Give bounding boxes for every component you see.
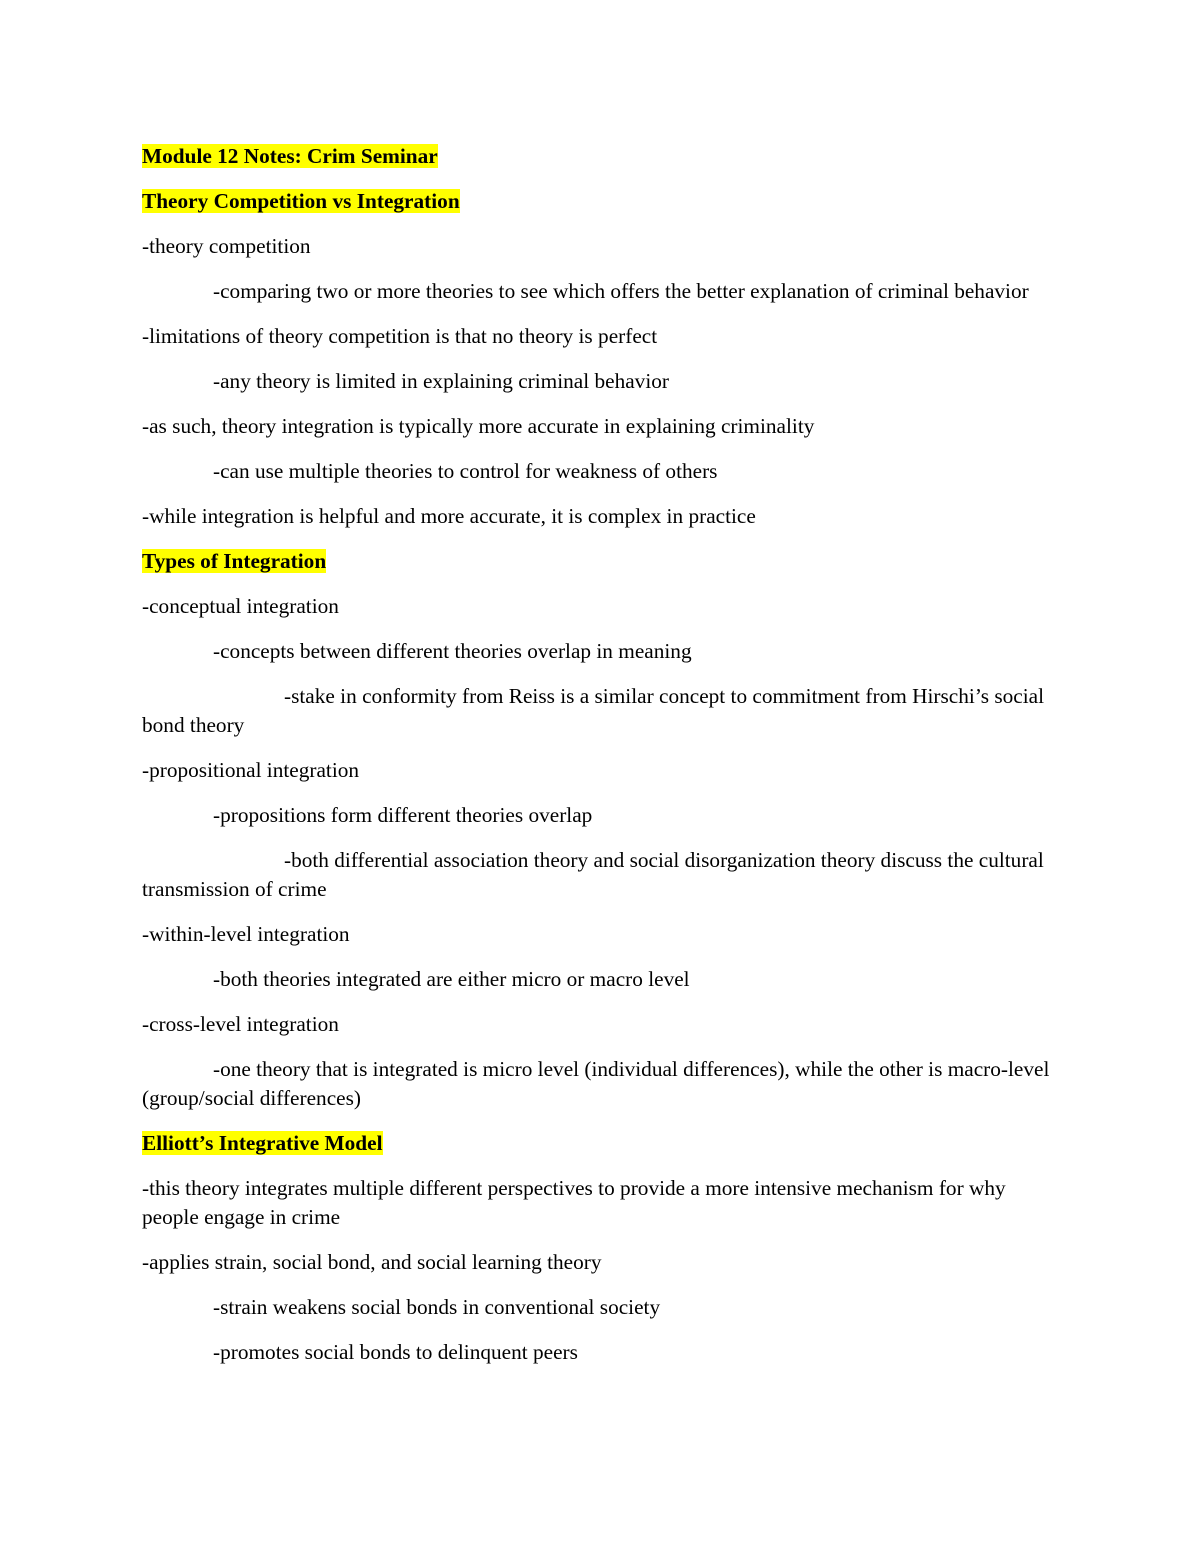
note-line: -propositional integration bbox=[142, 758, 360, 782]
document-title: Module 12 Notes: Crim Seminar bbox=[142, 144, 438, 168]
note-line: -within-level integration bbox=[142, 922, 350, 946]
section-heading-elliotts-integrative-model: Elliott’s Integrative Model bbox=[142, 1131, 383, 1155]
note-line: -propositions form different theories overlap bbox=[213, 803, 593, 827]
note-line: -stake in conformity from Reiss is a similar concept to commitment from Hirschi’s social bond theory bbox=[142, 684, 1045, 737]
note-line: -comparing two or more theories to see which offers the better explanation of criminal behavior bbox=[213, 279, 1029, 303]
note-line: -both theories integrated are either micro or macro level bbox=[213, 967, 690, 991]
note-line: -strain weakens social bonds in conventional society bbox=[213, 1295, 661, 1319]
section-heading-theory-competition: Theory Competition vs Integration bbox=[142, 189, 460, 213]
document-body bbox=[142, 142, 1062, 1383]
note-line: -cross-level integration bbox=[142, 1012, 339, 1036]
note-line: -as such, theory integration is typically more accurate in explaining criminality bbox=[142, 414, 815, 438]
note-line: -theory competition bbox=[142, 234, 311, 258]
note-line: -both differential association theory and social disorganization theory discuss the cultural transmission of crime bbox=[142, 848, 1044, 901]
section-heading-types-of-integration: Types of Integration bbox=[142, 549, 327, 573]
note-line: -any theory is limited in explaining criminal behavior bbox=[213, 369, 669, 393]
note-line: -promotes social bonds to delinquent peers bbox=[213, 1340, 578, 1364]
note-line: -one theory that is integrated is micro level (individual differences), while the other is macro-level (group/social differences) bbox=[142, 1057, 1050, 1110]
note-line: -concepts between different theories overlap in meaning bbox=[213, 639, 692, 663]
note-line: -limitations of theory competition is that no theory is perfect bbox=[142, 324, 658, 348]
note-line: -can use multiple theories to control for weakness of others bbox=[213, 459, 718, 483]
note-line: -while integration is helpful and more accurate, it is complex in practice bbox=[142, 504, 756, 528]
note-line: -this theory integrates multiple different perspectives to provide a more intensive mechanism for why people engage in crime bbox=[142, 1176, 1006, 1229]
note-line: -applies strain, social bond, and social learning theory bbox=[142, 1250, 602, 1274]
note-line: -conceptual integration bbox=[142, 594, 339, 618]
